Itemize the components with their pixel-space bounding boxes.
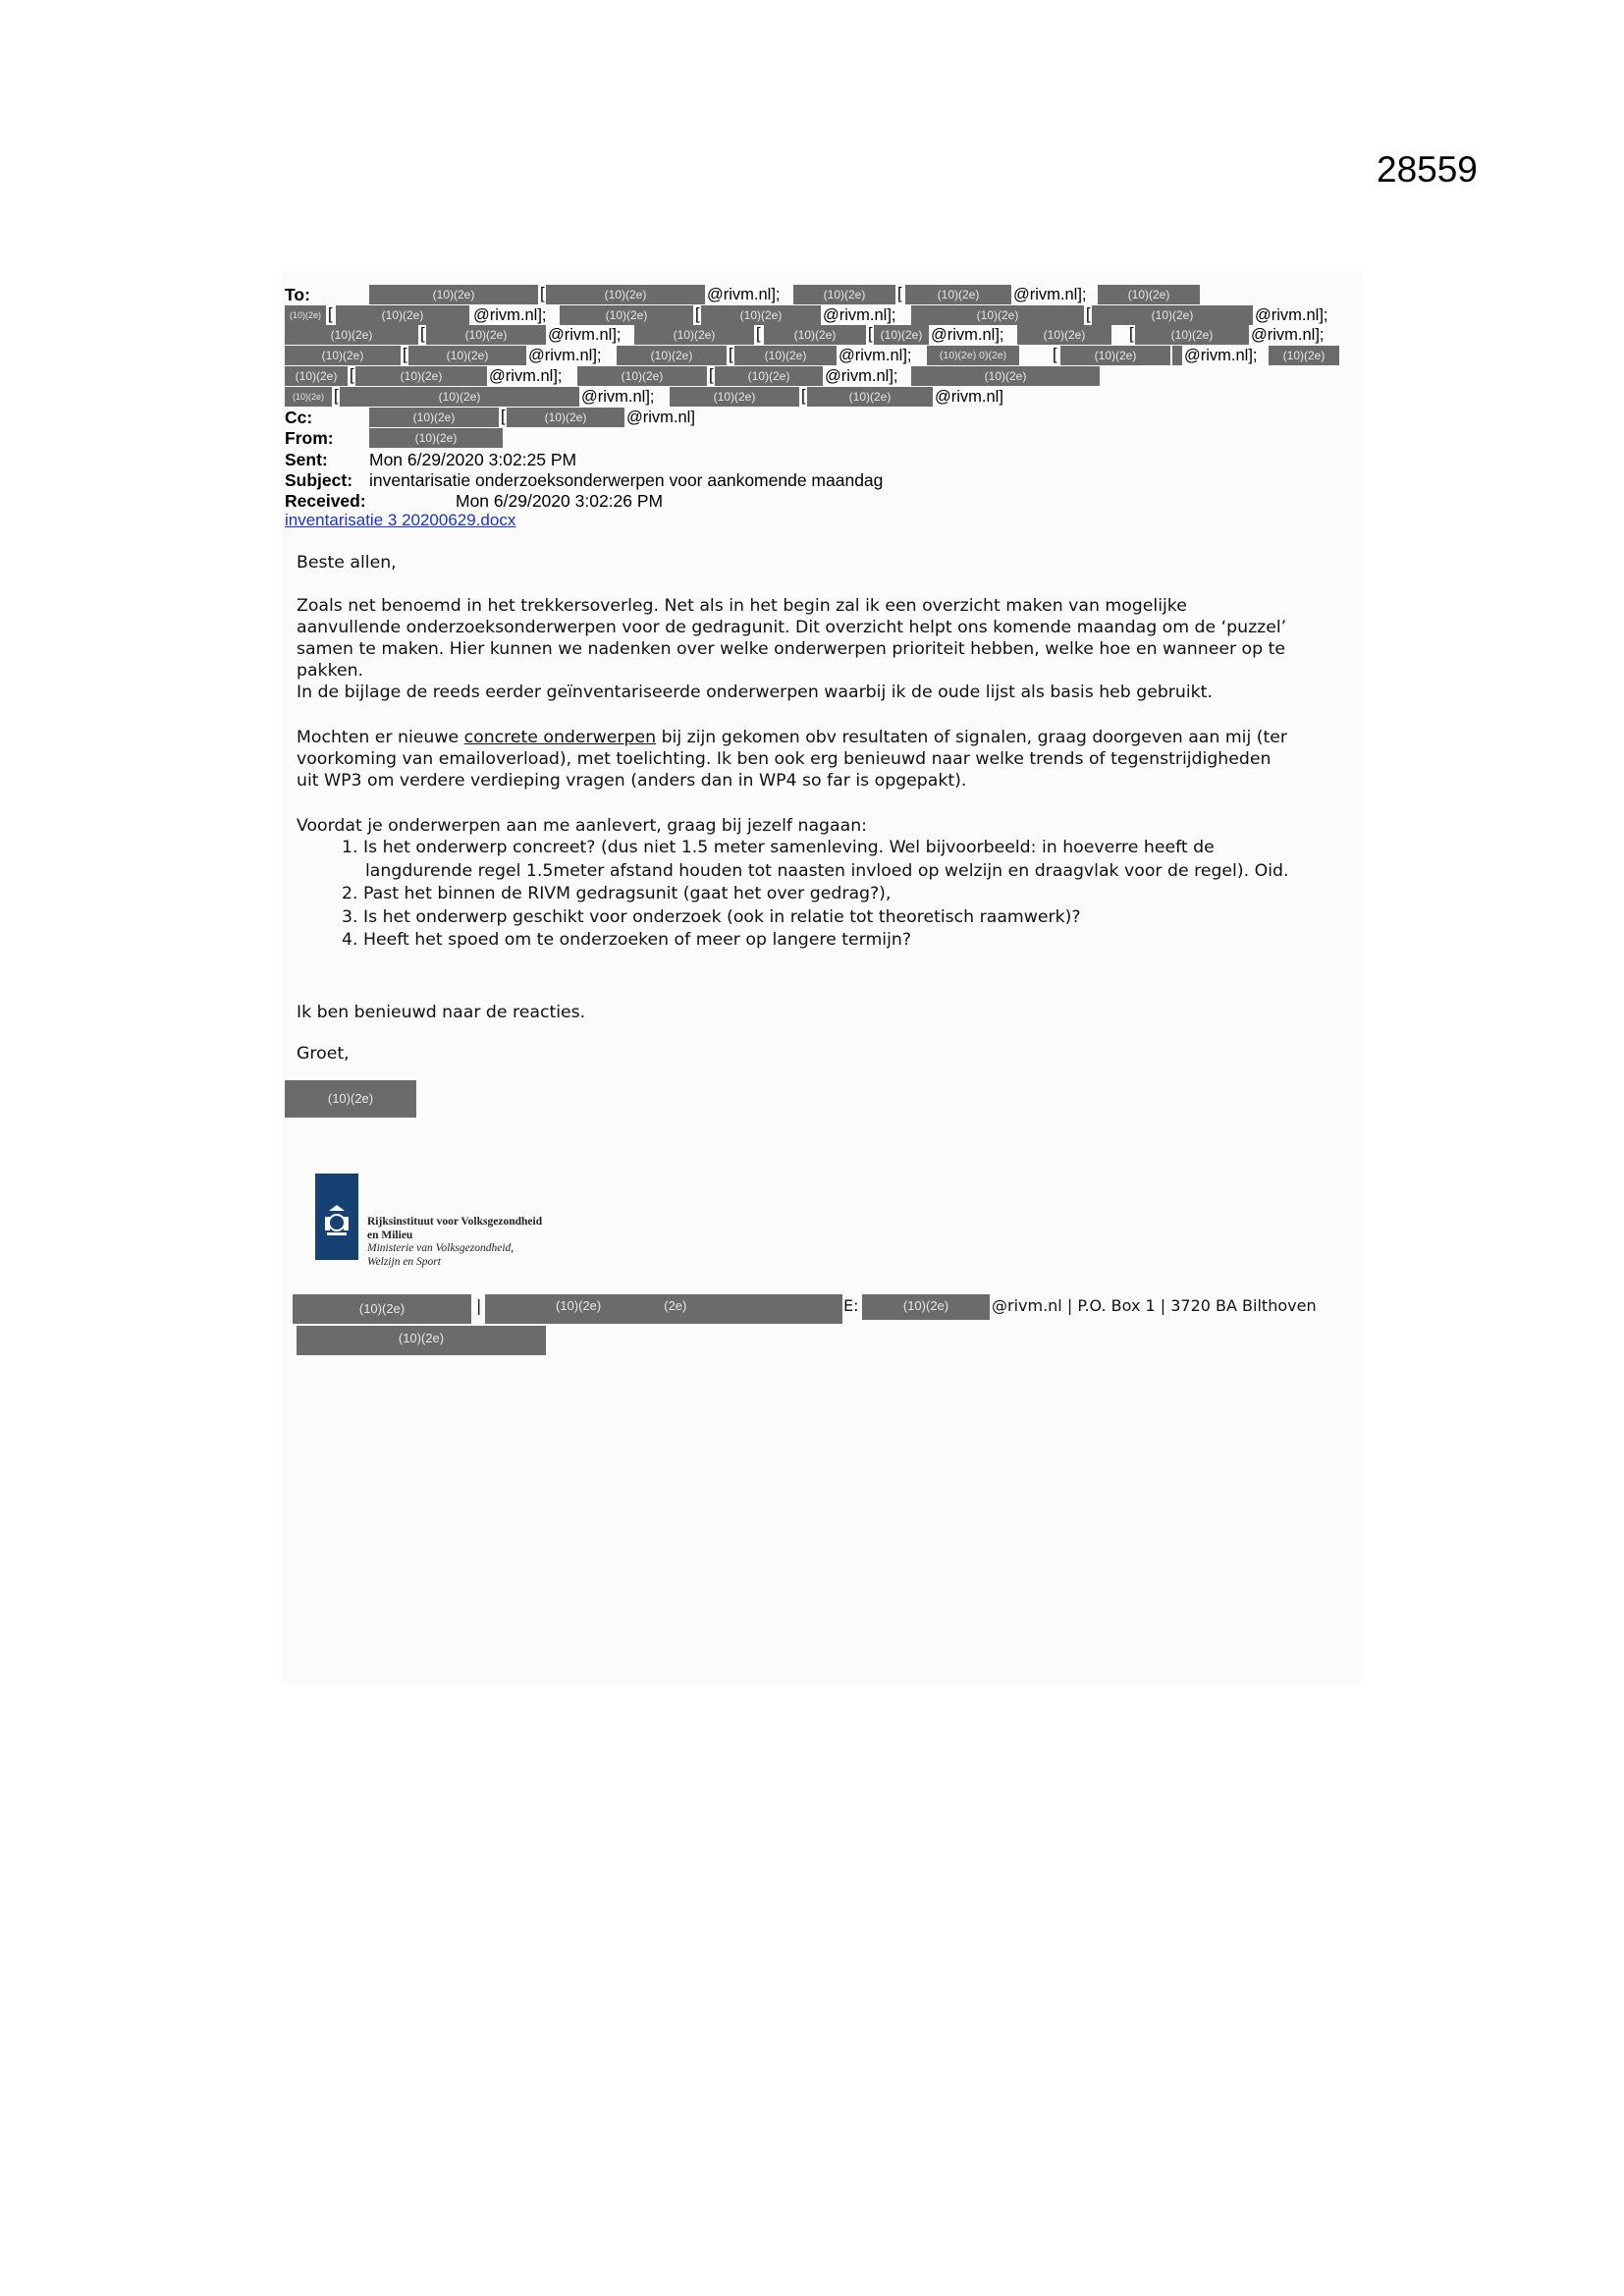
attachment-link[interactable]: inventarisatie 3 20200629.docx bbox=[285, 511, 516, 529]
redacted-recipient: (10)(2e) bbox=[807, 387, 933, 407]
email-domain: @rivm.nl]; bbox=[707, 286, 781, 303]
redacted-recipient: (10)(2e) 0)(2e) bbox=[927, 346, 1019, 365]
bracket: [ bbox=[350, 366, 354, 384]
sent-label: Sent: bbox=[285, 450, 328, 469]
logo-line: Rijksinstituut voor Volksgezondheid bbox=[367, 1216, 543, 1228]
email-domain: @rivm.nl]; bbox=[1251, 326, 1325, 344]
redacted-recipient: (10)(2e) bbox=[355, 366, 487, 386]
received-value: Mon 6/29/2020 3:02:26 PM bbox=[456, 491, 664, 511]
redacted-cc: (10)(2e) bbox=[507, 408, 624, 427]
redacted-sender: (10)(2e) bbox=[369, 428, 503, 448]
list-item: 1. Is het onderwerp concreet? (dus niet 1.5 meter samenleving. Wel bijvoorbeeld: in hoeverre heeft de bbox=[342, 838, 1215, 857]
underlined-phrase: concrete onderwerpen bbox=[463, 728, 657, 747]
bracket: [ bbox=[420, 325, 425, 343]
greeting: Beste allen, bbox=[297, 553, 397, 573]
bracket: [ bbox=[1053, 346, 1057, 363]
redacted-recipient: (10)(2e) bbox=[546, 285, 705, 304]
paragraph-line bbox=[297, 727, 1287, 748]
redacted-recipient: (10)(2e) bbox=[1060, 346, 1170, 365]
redacted-recipient: (10)(2e) bbox=[905, 285, 1011, 304]
redacted-recipient: (10)(2e) bbox=[285, 366, 348, 386]
bracket: [ bbox=[756, 325, 761, 343]
email-domain: @rivm.nl] bbox=[935, 388, 1003, 406]
redacted-recipient: (10)(2e) bbox=[336, 305, 469, 325]
paragraph-line: pakken. bbox=[297, 661, 364, 681]
redacted-recipient: (10)(2e) bbox=[1098, 285, 1200, 304]
paragraph-line: voorkoming van emailoverload), met toelichting. Ik ben ook erg benieuwd naar welke trends of tegenstrijdigheden bbox=[297, 749, 1272, 769]
redaction-label: (10)(2e) bbox=[556, 1298, 602, 1313]
signoff: Groet, bbox=[297, 1044, 350, 1064]
bracket: [ bbox=[540, 285, 545, 302]
redacted-recipient: (10)(2e) bbox=[701, 305, 821, 325]
bracket: [ bbox=[709, 366, 714, 384]
redacted-recipient: (10)(2e) bbox=[285, 325, 418, 345]
email-label: E: bbox=[843, 1296, 859, 1315]
redacted-recipient: (10)(2e) bbox=[634, 325, 754, 345]
bracket: [ bbox=[801, 387, 806, 405]
list-item: 3. Is het onderwerp geschikt voor onderzoek (ook in relatie tot theoretisch raamwerk)? bbox=[342, 906, 1081, 927]
separator: | bbox=[476, 1296, 482, 1315]
bracket: [ bbox=[334, 387, 339, 405]
redacted-contact: (10)(2e) bbox=[297, 1326, 546, 1355]
redacted-contact bbox=[485, 1294, 842, 1324]
paragraph-line: uit WP3 om verdere verdieping vragen (anders dan in WP4 so far is opgepakt). bbox=[297, 771, 967, 791]
received-label: Received: bbox=[285, 491, 366, 511]
email-domain: @rivm.nl]; bbox=[1184, 347, 1258, 364]
closing-line: Ik ben benieuwd naar de reacties. bbox=[297, 1003, 586, 1022]
paragraph-line: Zoals net benoemd in het trekkersoverleg. Net als in het begin zal ik een overzicht maken van mogelijke bbox=[297, 596, 1187, 616]
redacted-recipient bbox=[1172, 346, 1182, 365]
redacted-recipient: (10)(2e) bbox=[285, 305, 326, 325]
bracket: [ bbox=[897, 285, 902, 302]
email-domain: @rivm.nl]; bbox=[839, 347, 912, 364]
redacted-recipient: (10)(2e) bbox=[911, 366, 1100, 386]
redacted-recipient: (10)(2e) bbox=[715, 366, 823, 386]
bracket: [ bbox=[1129, 325, 1134, 343]
redacted-recipient: (10)(2e) bbox=[1017, 325, 1111, 345]
page-number: 28559 bbox=[1377, 149, 1478, 190]
redacted-recipient: (10)(2e) bbox=[793, 285, 895, 304]
redacted-recipient: (10)(2e) bbox=[369, 285, 538, 304]
redacted-recipient: (10)(2e) bbox=[340, 387, 579, 407]
to-label: To: bbox=[285, 285, 310, 304]
email-domain: @rivm.nl] bbox=[626, 409, 695, 426]
sent-value: Mon 6/29/2020 3:02:25 PM bbox=[369, 450, 577, 469]
text-run: Mochten er nieuwe bbox=[297, 728, 464, 747]
email-domain: @rivm.nl]; bbox=[489, 367, 563, 385]
rivm-logo-bar bbox=[315, 1174, 358, 1260]
from-label: From: bbox=[285, 428, 334, 448]
redacted-recipient: (10)(2e) bbox=[670, 387, 799, 407]
email-domain: @rivm.nl]; bbox=[823, 306, 896, 324]
logo-line: Welzijn en Sport bbox=[367, 1255, 441, 1268]
redacted-recipient: (10)(2e) bbox=[764, 325, 866, 345]
list-item: 4. Heeft het spoed om te onderzoeken of meer op langere termijn? bbox=[342, 930, 912, 950]
email-domain: @rivm.nl]; bbox=[528, 347, 602, 364]
redacted-recipient: (10)(2e) bbox=[426, 325, 546, 345]
logo-line: Ministerie van Volksgezondheid, bbox=[367, 1242, 514, 1254]
redacted-recipient: (10)(2e) bbox=[408, 346, 526, 365]
paragraph-line: In de bijlage de reeds eerder geïnventariseerde onderwerpen waarbij ik de oude lijst als basis heb gebruikt. bbox=[297, 683, 1213, 702]
redacted-recipient: (10)(2e) bbox=[1135, 325, 1249, 345]
email-domain: @rivm.nl]; bbox=[1013, 286, 1087, 303]
checklist-intro: Voordat je onderwerpen aan me aanlevert, graag bij jezelf nagaan: bbox=[297, 816, 867, 836]
redacted-recipient: (10)(2e) bbox=[617, 346, 727, 365]
email-domain: @rivm.nl]; bbox=[581, 388, 655, 406]
paragraph-1 bbox=[297, 595, 1286, 703]
rivm-logo-text bbox=[367, 1216, 542, 1269]
bracket: [ bbox=[328, 305, 333, 323]
redacted-recipient: (10)(2e) bbox=[560, 305, 693, 325]
paragraph-2 bbox=[297, 727, 1287, 792]
redacted-recipient: (10)(2e) bbox=[577, 366, 707, 386]
cc-label: Cc: bbox=[285, 408, 313, 427]
bracket: [ bbox=[729, 346, 733, 363]
list-item-continuation: langdurende regel 1.5meter afstand houden tot naasten invloed op welzijn en draagvlak voor de regel). Oid. bbox=[365, 860, 1289, 881]
redacted-recipient: (10)(2e) bbox=[285, 387, 332, 407]
crest-icon bbox=[315, 1174, 358, 1260]
email-domain: @rivm.nl]; bbox=[1255, 306, 1328, 324]
redacted-recipient: (10)(2e) bbox=[285, 346, 401, 365]
email-domain: @rivm.nl]; bbox=[825, 367, 898, 385]
paragraph-line: aanvullende onderzoeksonderwerpen voor de gedragunit. Dit overzicht helpt ons komende maandag om de ‘puzzel’ bbox=[297, 618, 1287, 637]
checklist bbox=[342, 837, 1288, 952]
bracket: [ bbox=[868, 325, 873, 343]
redacted-contact: (10)(2e) bbox=[293, 1294, 471, 1324]
email-domain: @rivm.nl]; bbox=[548, 326, 622, 344]
text-run: bij zijn gekomen obv resultaten of signalen, graag doorgeven aan mij (ter bbox=[656, 728, 1288, 747]
redacted-cc: (10)(2e) bbox=[369, 408, 499, 427]
email-domain: @rivm.nl]; bbox=[931, 326, 1004, 344]
redacted-recipient: (10)(2e) bbox=[1092, 305, 1253, 325]
bracket: [ bbox=[1086, 305, 1091, 323]
bracket: [ bbox=[695, 305, 700, 323]
redacted-recipient: (10)(2e) bbox=[911, 305, 1084, 325]
redacted-contact: (10)(2e) bbox=[862, 1294, 990, 1320]
redacted-recipient: (10)(2e) bbox=[734, 346, 837, 365]
redacted-recipient: (10)(2e) bbox=[1269, 346, 1339, 365]
contact-address: @rivm.nl | P.O. Box 1 | 3720 BA Bilthoven bbox=[992, 1296, 1317, 1315]
redaction-label: (2e) bbox=[664, 1298, 687, 1313]
logo-line: en Milieu bbox=[367, 1229, 413, 1241]
bracket: [ bbox=[403, 346, 407, 363]
bracket: [ bbox=[501, 408, 506, 425]
email-domain: @rivm.nl]; bbox=[473, 306, 547, 324]
subject-value: inventarisatie onderzoeksonderwerpen voor aankomende maandag bbox=[369, 470, 884, 490]
redacted-signature-name: (10)(2e) bbox=[285, 1080, 416, 1118]
subject-label: Subject: bbox=[285, 470, 353, 490]
redacted-recipient: (10)(2e) bbox=[874, 325, 929, 345]
paragraph-line: samen te maken. Hier kunnen we nadenken over welke onderwerpen prioriteit hebben, welke hoe en wanneer op te bbox=[297, 639, 1285, 659]
list-item: 2. Past het binnen de RIVM gedragsunit (gaat het over gedrag?), bbox=[342, 884, 892, 903]
